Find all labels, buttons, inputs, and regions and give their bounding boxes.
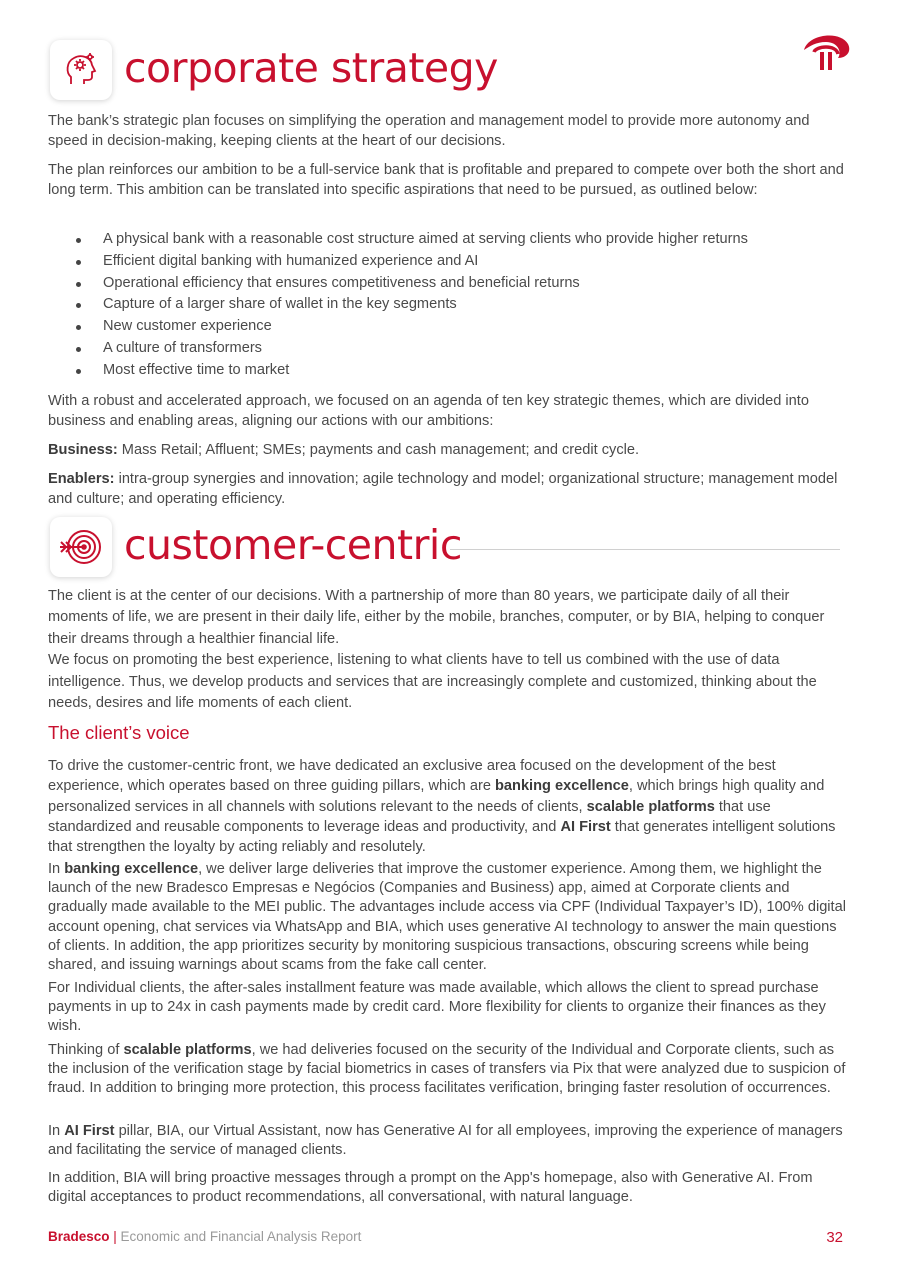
list-item: Capture of a larger share of wallet in the key segments (48, 294, 848, 316)
pillar-scalable-platforms: scalable platforms (586, 798, 715, 815)
bia-text: In addition, BIA will bring proactive messages through a prompt on the App's homepage, also with Generative AI. From digital acceptances to product recommendations, all conversational, with natural language. (48, 1170, 813, 1206)
pillar-ai-first: AI First (560, 818, 611, 835)
pillars-text (48, 756, 848, 857)
page-footer (48, 1229, 843, 1244)
footer-brand: Bradesco (48, 1229, 110, 1244)
bold-term: banking excellence (64, 861, 199, 877)
pillars-paragraph (48, 756, 848, 857)
strategy-paragraph-1: The bank’s strategic plan focuses on simplifying the operation and management model to provide more autonomy and speed in decision-making, keeping clients at the heart of our decisions. (48, 113, 810, 149)
text-run: Thinking of (48, 1042, 124, 1058)
enablers-line (48, 469, 848, 509)
title-divider (450, 549, 840, 550)
text-run: , we deliver large deliveries that improve the customer experience. Among them, we highlight the launch of the new Bradesco Empresas e Negócios (Companies and Business) app, aimed at Corporate clients and gradually made available to the MEI public. The advantages include access via CPF (Individual Taxpayer’s ID), 100% digital account opening, chat services via WhatsApp and BIA, which uses generative AI technology to answer the main questions of clients. In addition, the app prioritizes security by monitoring suspicious transactions, obscuring screens while being shared, and issuing warnings about scams from the fake call center. (48, 861, 846, 974)
target-icon (50, 517, 112, 577)
text-run: pillar, BIA, our Virtual Assistant, now has Generative AI for all employees, improving the experience of managers and facilitating the service of managed clients. (48, 1123, 843, 1159)
customer-paragraph-1: The client is at the center of our decisions. With a partnership of more than 80 years, we participate daily of all their moments of life, we are present in their daily life, either by the mobile, branches, computer, or by BIA, helping to conquer their dreams through a healthier financial life. (48, 588, 825, 647)
business-line (48, 440, 848, 460)
page-number: 32 (826, 1229, 843, 1246)
strategy-paragraph-2: The plan reinforces our ambition to be a full-service bank that is profitable and prepared to compete over both the short and long term. This ambition can be translated into specific aspirations that need to be pursued, as outlined below: (48, 162, 844, 198)
footer-separator: | (109, 1229, 121, 1244)
banking-excellence-text (48, 860, 848, 975)
bold-term: AI First (64, 1123, 115, 1139)
enablers-text: intra-group synergies and innovation; agile technology and model; organizational structure; management model and culture; and operating efficiency. (48, 471, 838, 507)
client-voice-heading: The client’s voice (48, 722, 190, 743)
text-run: , we had deliveries focused on the security of the Individual and Corporate clients, such as the inclusion of the verification stage by facial biometrics in cases of transfers via Pix that were analyzed due to suspicion of fraud. In addition to bringing more protection, this process facilitates verification, bringing faster resolution of occurrences. (48, 1042, 846, 1097)
enablers-label: Enablers: (48, 471, 115, 487)
text-run: that use standardized and reusable components to leverage ideas and productivity, and (48, 798, 771, 835)
text-run: In (48, 861, 65, 877)
customer-header (48, 517, 848, 581)
customer-intro (48, 586, 848, 714)
bia-paragraph (48, 1169, 848, 1207)
list-item: Most effective time to market (48, 360, 848, 382)
installment-paragraph (48, 979, 848, 1037)
text-run: To drive the customer-centric front, we have dedicated an exclusive area focused on the development of the best experience, which operates based on three guiding pillars, which are (48, 758, 776, 795)
text-run: that generates intelligent solutions that strengthen the loyalty by acting reliably and resolutely. (48, 818, 836, 856)
scalable-platforms-text (48, 1041, 848, 1099)
installment-text: For Individual clients, the after-sales installment feature was made available, which allows the client to spread purchase payments in up to 24x in cash payments made by credit card. More flexibility for clients to organize their finances as they wish. (48, 980, 826, 1035)
customer-paragraph-2: We focus on promoting the best experience, listening to what clients have to tell us combined with the use of data intelligence. Thus, we develop products and services that are increasingly complete and customized, thinking about the needs, desires and life moments of each client. (48, 652, 817, 712)
business-text: Mass Retail; Affluent; SMEs; payments and cash management; and credit cycle. (117, 442, 640, 458)
list-item: A physical bank with a reasonable cost structure aimed at serving clients who provide higher returns (48, 229, 848, 251)
strategy-themes (48, 391, 848, 509)
text-run: , which brings high quality and personalized services in all channels with solutions relevant to the needs of clients, (48, 778, 825, 815)
strategy-intro (48, 111, 848, 200)
business-label: Business: (48, 442, 118, 458)
strategy-paragraph-3: With a robust and accelerated approach, we focused on an agenda of ten key strategic themes, which are divided into business and enabling areas, aligning our actions with our ambitions: (48, 393, 809, 429)
ai-first-paragraph (48, 1122, 848, 1160)
strategy-header (48, 40, 848, 104)
ai-first-text (48, 1122, 848, 1160)
head-gears-icon (50, 40, 112, 100)
aspirations-list (48, 229, 848, 382)
pillar-banking-excellence: banking excellence (495, 778, 629, 795)
list-item: New customer experience (48, 316, 848, 338)
bold-term: scalable platforms (123, 1042, 252, 1058)
list-item: A culture of transformers (48, 338, 848, 360)
text-run: In (48, 1123, 65, 1139)
customer-title: customer-centric (124, 521, 462, 569)
list-item: Efficient digital banking with humanized experience and AI (48, 251, 848, 273)
scalable-platforms-paragraph (48, 1041, 848, 1099)
list-item: Operational efficiency that ensures competitiveness and beneficial returns (48, 273, 848, 295)
banking-excellence-paragraph (48, 860, 848, 975)
strategy-title: corporate strategy (124, 44, 498, 92)
footer-report-title: Economic and Financial Analysis Report (120, 1229, 362, 1244)
